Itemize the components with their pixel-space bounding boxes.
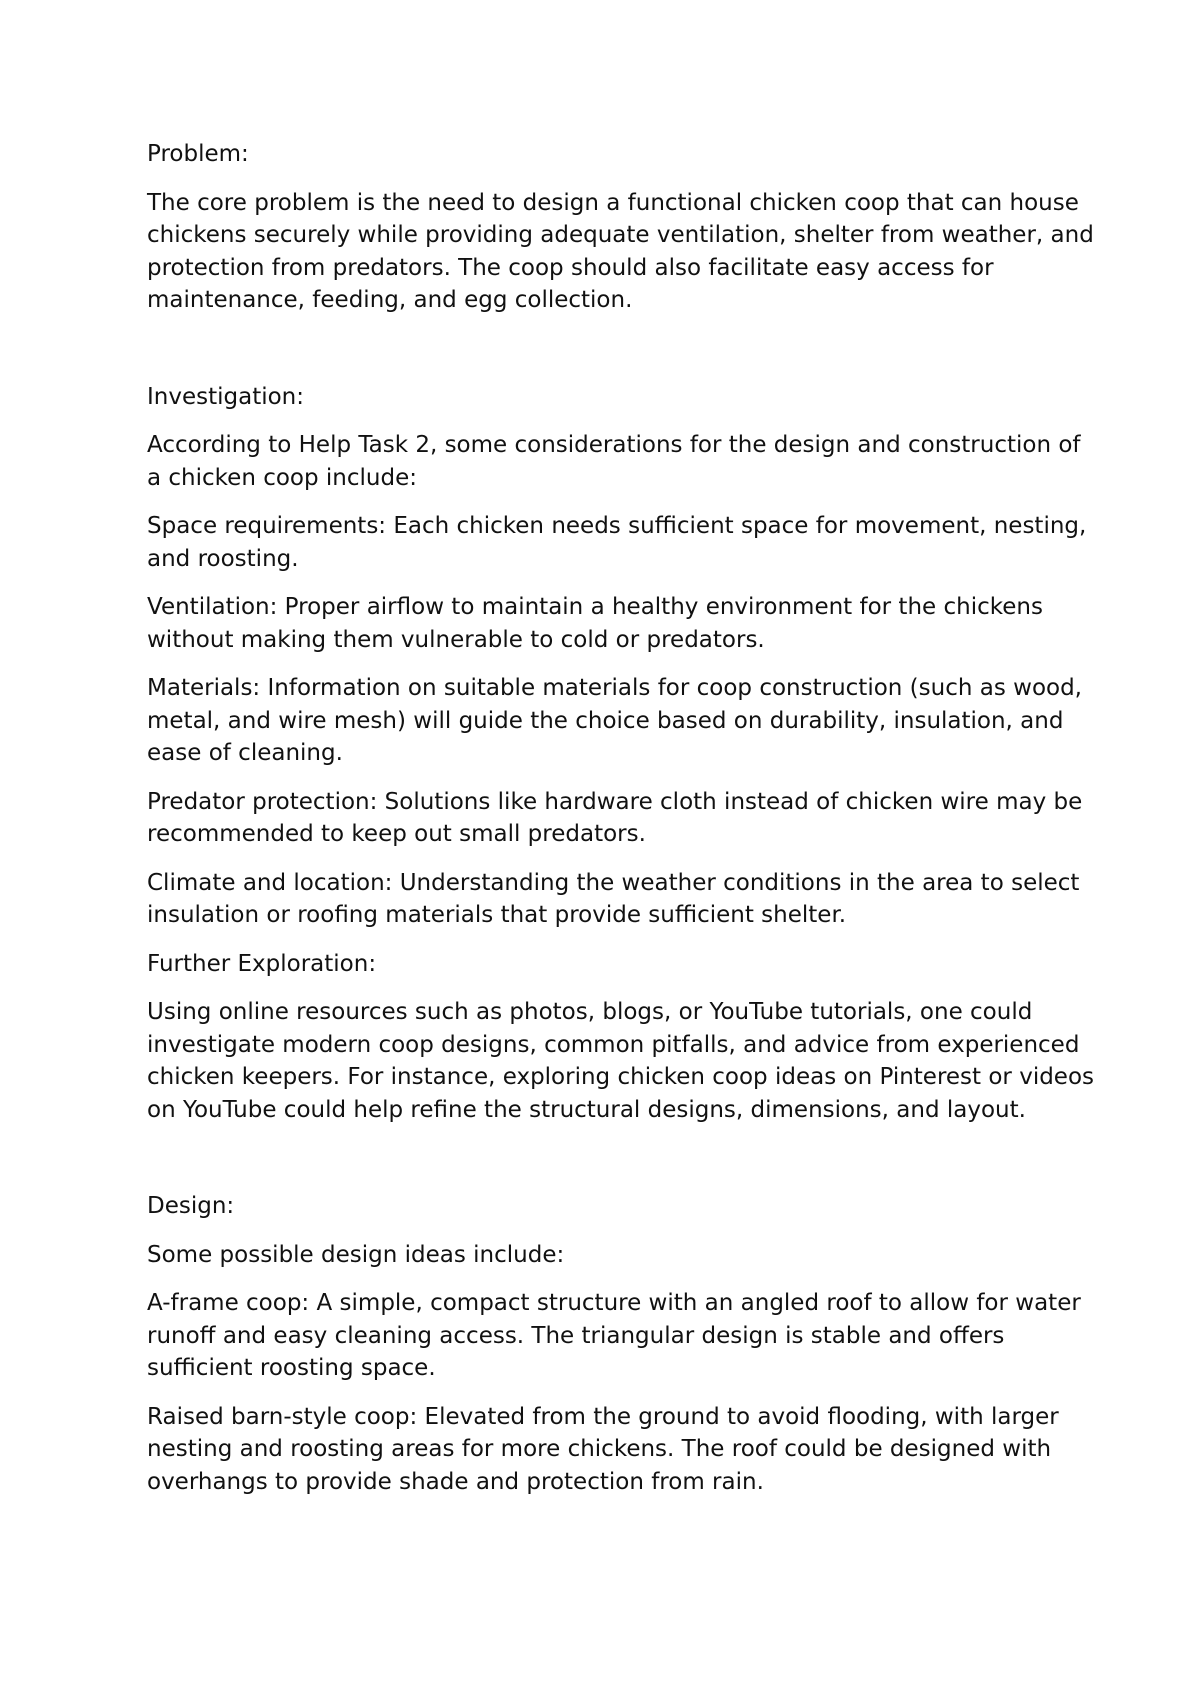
problem-heading: Problem: <box>147 141 249 167</box>
problem-body: The core problem is the need to design a functional chicken coop that can house chickens securely while providing adequate ventilation, shelter from weather, and protection from predators. The coop should also facilitate easy access for maintenance, feeding, and egg collection. <box>147 189 1094 313</box>
investigation-item-ventilation: Ventilation: Proper airflow to maintain a healthy environment for the chickens without making them vulnerable to cold or predators. <box>147 594 1043 653</box>
further-exploration-heading: Further Exploration: <box>147 950 377 977</box>
document-page <box>147 138 1097 1514</box>
design-item-barn-style: Raised barn-style coop: Elevated from the ground to avoid flooding, with larger nesting and roosting areas for more chickens. The roof could be designed with overhangs to provide shade and protection from rain. <box>147 1403 1059 1495</box>
investigation-item-predator: Predator protection: Solutions like hardware cloth instead of chicken wire may be recommended to keep out small predators. <box>147 788 1083 847</box>
design-item-a-frame: A-frame coop: A simple, compact structure with an angled roof to allow for water runoff and easy cleaning access. The triangular design is stable and offers sufficient roosting space. <box>147 1290 1081 1381</box>
investigation-item-climate: Climate and location: Understanding the weather conditions in the area to select insulation or roofing materials that provide sufficient shelter. <box>147 869 1080 928</box>
investigation-heading: Investigation: <box>147 383 305 410</box>
investigation-item-materials: Materials: Information on suitable materials for coop construction (such as wood, metal, and wire mesh) will guide the choice based on durability, insulation, and ease of cleaning. <box>147 675 1082 766</box>
section-spacer <box>147 333 1097 381</box>
design-intro: Some possible design ideas include: <box>147 1241 565 1268</box>
further-exploration-body: Using online resources such as photos, blogs, or YouTube tutorials, one could investigate modern coop designs, common pitfalls, and advice from experienced chicken keepers. For instance, exploring chicken coop ideas on Pinterest or videos on YouTube could help refine the structural designs, dimensions, and layout. <box>147 999 1095 1123</box>
design-heading: Design: <box>147 1193 235 1219</box>
investigation-item-space: Space requirements: Each chicken needs sufficient space for movement, nesting, and roosting. <box>147 513 1087 572</box>
section-spacer <box>147 1142 1097 1190</box>
investigation-intro: According to Help Task 2, some considerations for the design and construction of a chicken coop include: <box>147 432 1081 491</box>
